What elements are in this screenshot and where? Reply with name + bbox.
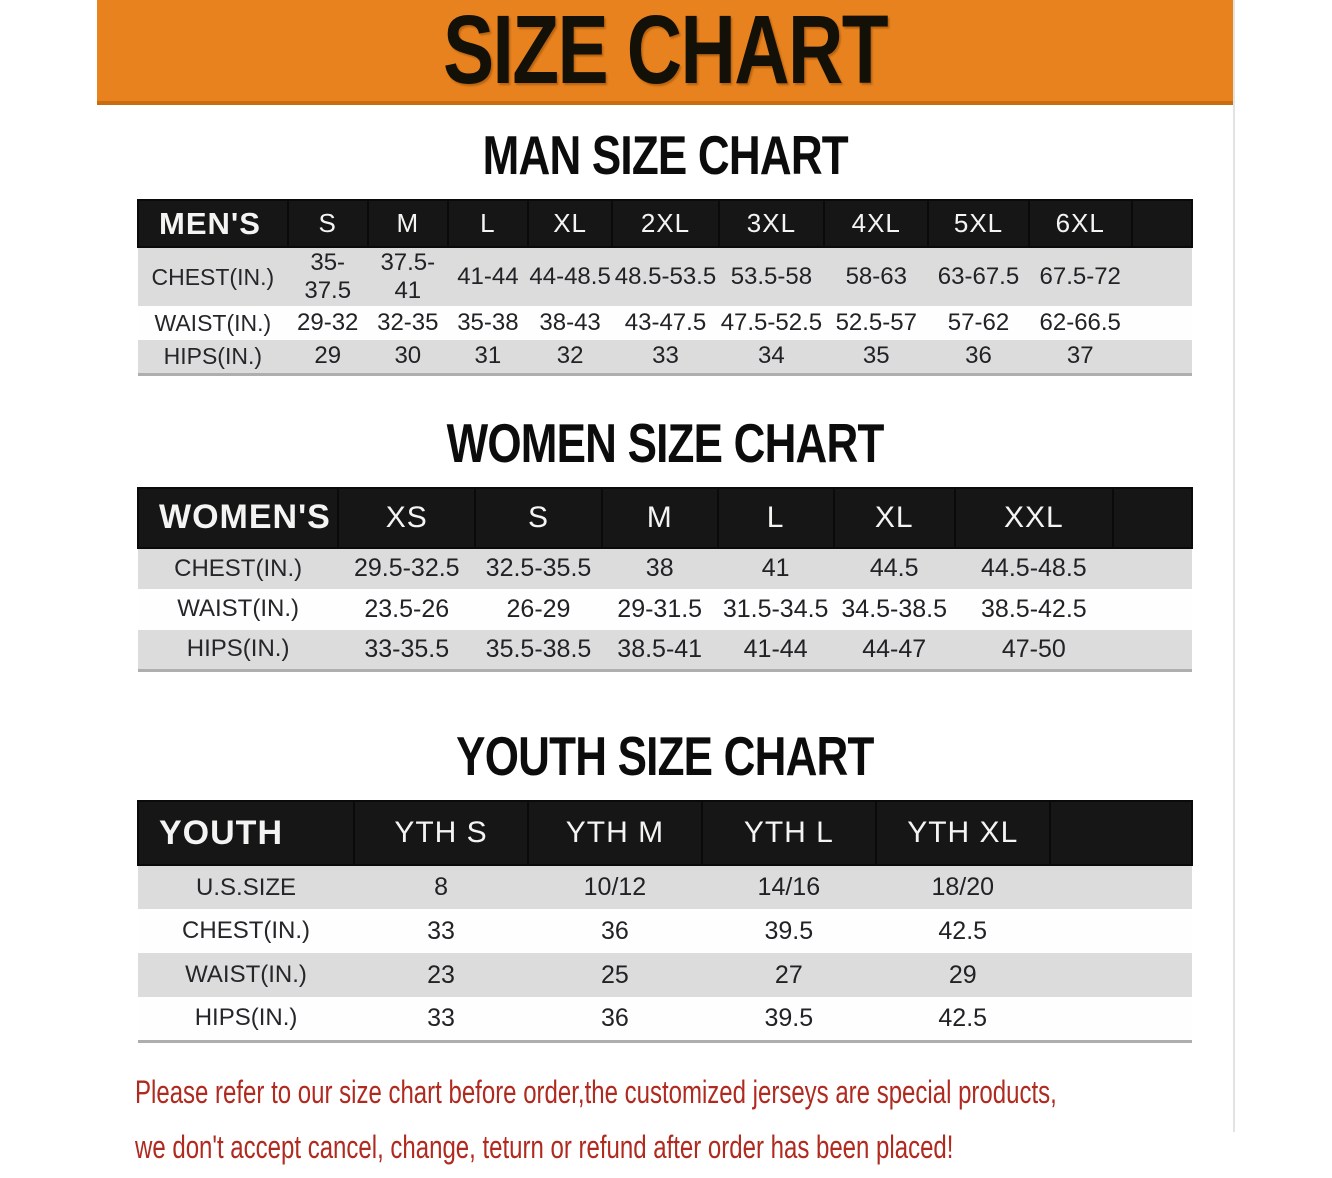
value-cell: 41 xyxy=(761,554,790,582)
value-cell: 58-63 xyxy=(845,263,907,290)
value-cell: 26-29 xyxy=(506,594,571,623)
filler-cell xyxy=(1050,997,1192,1041)
filler-cell xyxy=(1132,340,1192,374)
value-cell: 32.5-35.5 xyxy=(485,554,592,582)
row-label: CHEST(IN.) xyxy=(151,263,275,290)
size-column-header: 2XL xyxy=(612,200,718,247)
size-column-header: S xyxy=(475,488,601,548)
value-cell: 36 xyxy=(601,1003,629,1032)
row-label: CHEST(IN.) xyxy=(182,917,311,944)
row-label: HIPS(IN.) xyxy=(163,342,263,369)
size-column-header: YTH M xyxy=(528,801,702,865)
banner xyxy=(97,0,1233,105)
value-cell: 29 xyxy=(314,342,342,370)
value-cell: 29-32 xyxy=(297,309,359,336)
value-cell: 53.5-58 xyxy=(730,263,813,290)
value-cell: 38 xyxy=(645,554,674,582)
value-cell: 38.5-42.5 xyxy=(981,594,1087,623)
value-cell: 41-44 xyxy=(743,634,808,663)
value-cell: 52.5-57 xyxy=(835,309,917,336)
value-cell: 35-37.5 xyxy=(304,249,352,304)
value-cell: 23 xyxy=(427,960,455,989)
table-wrap xyxy=(97,487,1233,673)
value-cell: 14/16 xyxy=(757,873,821,901)
size-column-header: YTH XL xyxy=(876,801,1050,865)
filler-cell xyxy=(1113,589,1192,630)
size-column-header: YTH S xyxy=(354,801,528,865)
value-cell: 29-31.5 xyxy=(617,594,703,623)
row-label: U.S.SIZE xyxy=(196,873,297,901)
value-cell: 23.5-26 xyxy=(364,594,450,623)
table-row xyxy=(138,865,1192,909)
value-cell: 8 xyxy=(434,873,448,901)
value-cell: 35-38 xyxy=(457,309,519,336)
value-cell: 32-35 xyxy=(377,309,439,336)
value-cell: 39.5 xyxy=(764,1003,814,1032)
value-cell: 47.5-52.5 xyxy=(720,309,823,336)
size-column-header: XS xyxy=(338,488,475,548)
size-column-header: XXL xyxy=(955,488,1113,548)
table-header-row xyxy=(138,200,1192,247)
table-row xyxy=(138,548,1192,589)
size-table xyxy=(137,800,1193,1043)
value-cell: 38.5-41 xyxy=(617,634,703,663)
value-cell: 34.5-38.5 xyxy=(841,594,948,623)
row-label: WAIST(IN.) xyxy=(177,595,299,622)
size-table xyxy=(137,199,1193,376)
value-cell: 63-67.5 xyxy=(937,263,1020,290)
value-cell: 32 xyxy=(556,342,584,370)
value-cell: 33 xyxy=(427,916,455,945)
table-corner-label: WOMEN'S xyxy=(138,488,338,548)
value-cell: 29.5-32.5 xyxy=(353,554,460,582)
table-row xyxy=(138,306,1192,340)
disclaimer-line xyxy=(135,1123,1195,1178)
value-cell: 43-47.5 xyxy=(624,309,707,336)
value-cell: 48.5-53.5 xyxy=(614,263,717,290)
value-cell: 35 xyxy=(862,342,890,370)
size-column-header: 6XL xyxy=(1029,200,1132,247)
size-chart-page xyxy=(97,0,1235,1165)
table-row xyxy=(138,589,1192,630)
size-column-header: M xyxy=(602,488,718,548)
size-table xyxy=(137,487,1193,673)
value-cell: 44.5-48.5 xyxy=(981,554,1087,582)
value-cell: 27 xyxy=(774,960,803,989)
value-cell: 36 xyxy=(601,916,629,945)
table-row xyxy=(138,247,1192,306)
value-cell: 18/20 xyxy=(931,873,995,901)
value-cell: 62-66.5 xyxy=(1039,309,1121,336)
value-cell: 36 xyxy=(965,342,992,370)
value-cell: 37.5-41 xyxy=(380,249,436,304)
value-cell: 42.5 xyxy=(938,916,988,945)
disclaimer-line-1: Please refer to our size chart before order,the customized jerseys are special products, xyxy=(135,1073,1057,1110)
section-title: WOMEN SIZE CHART xyxy=(446,411,884,474)
value-cell: 57-62 xyxy=(947,309,1010,336)
row-label: CHEST(IN.) xyxy=(174,554,303,582)
row-label: HIPS(IN.) xyxy=(186,635,290,663)
value-cell: 33-35.5 xyxy=(364,634,450,663)
table-row xyxy=(138,997,1192,1041)
disclaimer-line-2: we don't accept cancel, change, teturn or refund after order has been placed! xyxy=(135,1128,954,1165)
filler-cell xyxy=(1113,548,1192,589)
filler-cell xyxy=(1132,306,1192,340)
section-title: MAN SIZE CHART xyxy=(482,124,848,186)
table-row xyxy=(138,340,1192,374)
value-cell: 33 xyxy=(652,342,679,370)
value-cell: 35.5-38.5 xyxy=(485,634,592,663)
table-wrap xyxy=(97,800,1233,1043)
value-cell: 29 xyxy=(948,960,977,989)
row-label: WAIST(IN.) xyxy=(185,961,307,988)
table-corner-label: MEN'S xyxy=(138,200,288,247)
row-label: HIPS(IN.) xyxy=(194,1004,298,1032)
table-row xyxy=(138,953,1192,997)
size-column-header: L xyxy=(718,488,834,548)
size-column-header: 4XL xyxy=(824,200,928,247)
filler-cell xyxy=(1132,200,1192,247)
table-row xyxy=(138,630,1192,671)
filler-cell xyxy=(1050,865,1192,909)
table-wrap xyxy=(97,199,1233,376)
size-column-header: YTH L xyxy=(702,801,876,865)
filler-cell xyxy=(1113,488,1192,548)
size-column-header: 3XL xyxy=(719,200,824,247)
size-column-header: XL xyxy=(528,200,612,247)
table-header-row xyxy=(138,801,1192,865)
value-cell: 31.5-34.5 xyxy=(722,594,829,623)
value-cell: 10/12 xyxy=(583,873,647,901)
section-mens xyxy=(97,124,1233,376)
section-title: YOUTH SIZE CHART xyxy=(456,725,874,787)
size-column-header: L xyxy=(448,200,528,247)
value-cell: 44.5 xyxy=(869,554,919,582)
filler-cell xyxy=(1050,801,1192,865)
value-cell: 25 xyxy=(601,960,629,989)
table-header-row xyxy=(138,488,1192,548)
value-cell: 39.5 xyxy=(764,916,814,945)
value-cell: 41-44 xyxy=(457,263,519,290)
size-column-header: M xyxy=(368,200,448,247)
value-cell: 47-50 xyxy=(1001,634,1066,663)
value-cell: 37 xyxy=(1066,342,1094,370)
value-cell: 33 xyxy=(427,1003,455,1032)
filler-cell xyxy=(1132,247,1192,306)
table-corner-label: YOUTH xyxy=(138,801,354,865)
size-column-header: S xyxy=(288,200,368,247)
value-cell: 34 xyxy=(758,342,785,370)
value-cell: 67.5-72 xyxy=(1039,263,1121,290)
value-cell: 44-47 xyxy=(862,634,927,663)
size-chart-sections xyxy=(97,124,1233,1043)
value-cell: 42.5 xyxy=(938,1003,988,1032)
value-cell: 30 xyxy=(394,342,422,370)
banner-title: SIZE CHART xyxy=(443,0,887,104)
size-column-header: XL xyxy=(834,488,955,548)
row-label: WAIST(IN.) xyxy=(154,309,272,336)
disclaimer xyxy=(97,1068,1233,1178)
value-cell: 31 xyxy=(474,342,502,370)
value-cell: 38-43 xyxy=(539,309,601,336)
section-youth xyxy=(97,725,1233,1043)
filler-cell xyxy=(1050,909,1192,953)
filler-cell xyxy=(1050,953,1192,997)
size-column-header: 5XL xyxy=(928,200,1028,247)
section-womens xyxy=(97,411,1233,673)
disclaimer-line xyxy=(135,1068,1195,1123)
filler-cell xyxy=(1113,630,1192,671)
value-cell: 44-48.5 xyxy=(529,263,611,290)
table-row xyxy=(138,909,1192,953)
